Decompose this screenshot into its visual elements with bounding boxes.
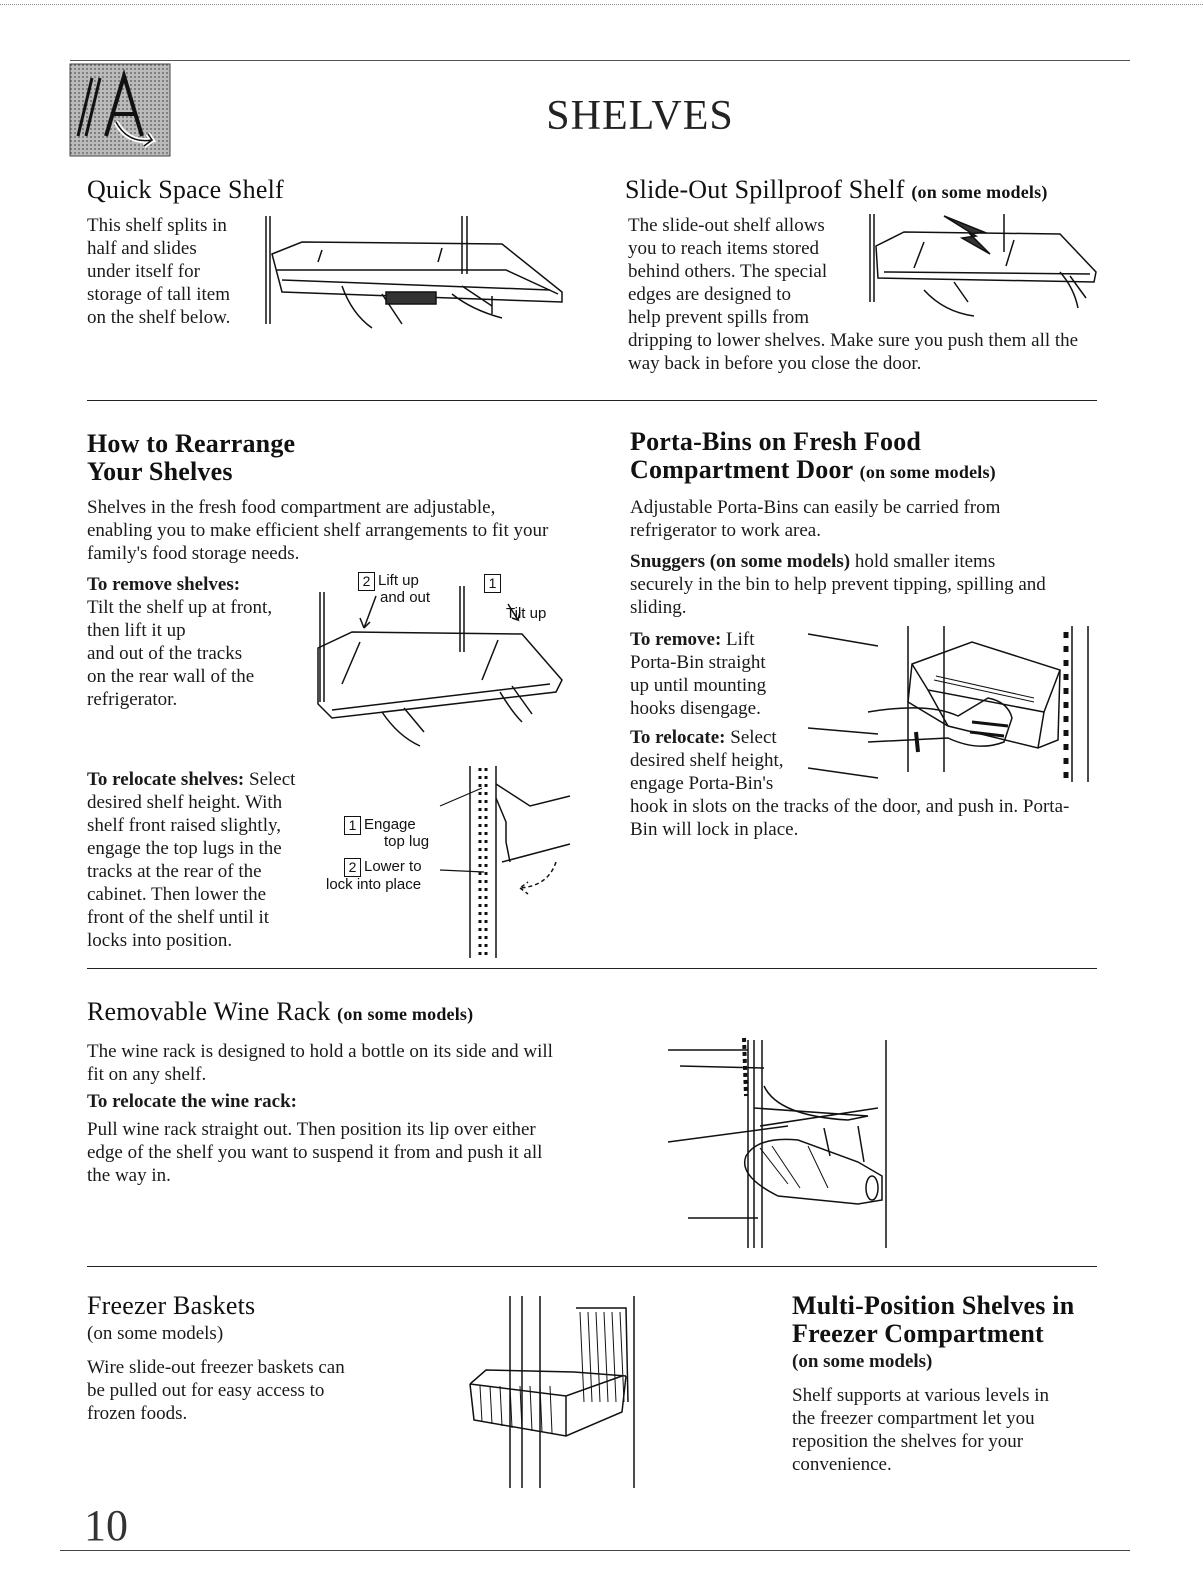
rearrange-relocate-lead: To relocate shelves: (87, 769, 245, 790)
porta-bins-remove-line: hooks disengage. (630, 698, 761, 719)
quick-space-line: on the shelf below. (87, 307, 231, 328)
porta-bins-heading-line1: Porta-Bins on Fresh Food (630, 427, 922, 456)
slide-out-shelf-illustration (864, 212, 1104, 330)
multi-position-line: the freezer compartment let you (792, 1408, 1035, 1429)
freezer-baskets-heading: Freezer Baskets (87, 1291, 256, 1320)
rearrange-relocate-line: engage the top lugs in the (87, 838, 282, 859)
quick-space-shelf-illustration (262, 214, 574, 334)
multi-position-heading-line1: Multi-Position Shelves in (792, 1291, 1075, 1320)
diagram1-step1-label: Tilt up (506, 605, 547, 622)
freezer-baskets-line: Wire slide-out freezer baskets can (87, 1357, 345, 1378)
freezer-baskets-text (87, 1356, 417, 1425)
wine-rack-intro: The wine rack is designed to hold a bottle on its side and will fit on any shelf. (87, 1041, 553, 1085)
rearrange-relocate-line: tracks at the rear of the (87, 861, 262, 882)
quick-space-heading: Quick Space Shelf (87, 175, 284, 204)
slide-out-line: edges are designed to (628, 284, 792, 305)
rearrange-heading-line2: Your Shelves (87, 457, 233, 486)
porta-bins-note: (on some models) (859, 462, 996, 482)
quick-space-line: storage of tall item (87, 284, 230, 305)
diagram2-step2 (344, 858, 422, 877)
step-number-box: 1 (344, 816, 361, 835)
rearrange-remove-line: then lift it up (87, 620, 186, 641)
porta-bins-relocate-tail: hook in slots on the tracks of the door, and push in. Porta-Bin will lock in place. (630, 796, 1070, 840)
page-title: SHELVES (546, 93, 734, 139)
step-number-box: 1 (484, 574, 501, 593)
wine-rack-illustration (668, 1036, 898, 1248)
rearrange-remove-line: on the rear wall of the (87, 666, 255, 687)
slide-out-line: behind others. The special (628, 261, 828, 282)
diagram2-step1-label-a: Engage (364, 816, 416, 833)
porta-bins-snuggers (630, 550, 1060, 619)
diagram2-step1-label-b: top lug (384, 833, 430, 850)
diagram1-step1 (484, 574, 504, 593)
rearrange-remove-line: and out of the tracks (87, 643, 243, 664)
porta-bins-relocate (630, 726, 830, 795)
diagram2-step2-label-a: Lower to (364, 858, 422, 875)
diagram1-step2-label-a: Lift up (378, 572, 419, 589)
top-scan-edge (0, 4, 1203, 5)
wine-rack-relocate-lead: To relocate the wine rack: (87, 1091, 298, 1112)
step-number-box: 2 (358, 572, 375, 591)
diagram1-step2-label-b: and out (380, 589, 431, 606)
slide-out-line: help prevent spills from (628, 307, 809, 328)
porta-bins-relocate-line: engage Porta-Bin's (630, 773, 774, 794)
multi-position-line: reposition the shelves for your (792, 1431, 1024, 1452)
porta-bins-remove (630, 628, 830, 720)
wine-rack-note: (on some models) (337, 1004, 474, 1024)
multi-position-note: (on some models) (792, 1351, 933, 1372)
quick-space-line: half and slides (87, 238, 197, 259)
page-number: 10 (84, 1501, 128, 1550)
wine-rack-heading (87, 998, 473, 1028)
quick-space-line: This shelf splits in (87, 215, 227, 236)
porta-bins-relocate-line: Select (730, 727, 777, 748)
freezer-baskets-line: be pulled out for easy access to (87, 1380, 325, 1401)
rearrange-remove-line: Tilt the shelf up at front, (87, 597, 273, 618)
rearrange-relocate-line: cabinet. Then lower the (87, 884, 267, 905)
quick-space-line: under itself for (87, 261, 200, 282)
footer-rule (60, 1550, 1130, 1551)
rearrange-intro: Shelves in the fresh food compartment are adjustable, enabling you to make efficient shelf arrangements to fit your family's food storage needs. (87, 497, 549, 564)
rearrange-heading-line1: How to Rearrange (87, 429, 296, 458)
relocate-shelf-illustration (440, 762, 580, 962)
rearrange-remove (87, 573, 317, 711)
porta-bins-snuggers-text: hold smaller items securely in the bin to help prevent tipping, spilling and sliding. (630, 551, 1046, 618)
multi-position-heading-line2: Freezer Compartment (792, 1319, 1044, 1348)
multi-position-line: convenience. (792, 1454, 892, 1475)
multi-position-text (792, 1384, 1112, 1476)
wine-rack-heading-text: Removable Wine Rack (87, 997, 331, 1026)
rearrange-relocate-first: Select (249, 769, 296, 790)
porta-bins-remove-line: Porta-Bin straight (630, 652, 766, 673)
porta-bins-remove-line: Lift (726, 629, 755, 650)
slide-out-line: you to reach items stored (628, 238, 820, 259)
slide-out-heading (625, 176, 1048, 206)
rearrange-relocate-line: desired shelf height. With (87, 792, 283, 813)
quick-space-text (87, 214, 267, 329)
slide-out-line: The slide-out shelf allows (628, 215, 825, 236)
porta-bins-snuggers-lead: Snuggers (on some models) (630, 551, 851, 572)
freezer-baskets-note: (on some models) (87, 1323, 224, 1344)
slide-out-note: (on some models) (911, 182, 1048, 202)
rearrange-remove-lead: To remove shelves: (87, 574, 241, 595)
rearrange-relocate-line: locks into position. (87, 930, 233, 951)
rearrange-relocate-line: front of the shelf until it (87, 907, 270, 928)
section-divider (87, 1266, 1097, 1267)
freezer-basket-illustration (466, 1292, 646, 1492)
slide-out-heading-text: Slide-Out Spillproof Shelf (625, 175, 905, 204)
rearrange-relocate (87, 768, 327, 952)
section-divider (87, 400, 1097, 401)
porta-bins-remove-line: up until mounting (630, 675, 767, 696)
section-logo-icon (70, 64, 170, 156)
rearrange-relocate-line: shelf front raised slightly, (87, 815, 282, 836)
porta-bins-relocate-lead: To relocate: (630, 727, 726, 748)
porta-bins-relocate-line: desired shelf height, (630, 750, 784, 771)
diagram2-step2-label-b: lock into place (326, 876, 422, 893)
wine-rack-relocate-text: Pull wine rack straight out. Then position its lip over either edge of the shelf you want to suspend it from and push it all the way in. (87, 1119, 543, 1186)
porta-bin-illustration (808, 622, 1108, 792)
rearrange-remove-line: refrigerator. (87, 689, 178, 710)
freezer-baskets-line: frozen foods. (87, 1403, 188, 1424)
porta-bins-heading-line2 (630, 456, 996, 486)
step-number-box: 2 (344, 858, 361, 877)
porta-bins-intro: Adjustable Porta-Bins can easily be carried from refrigerator to work area. (630, 497, 1001, 541)
remove-shelf-illustration (312, 572, 572, 752)
header-rule (70, 60, 1130, 61)
multi-position-line: Shelf supports at various levels in (792, 1385, 1049, 1406)
slide-out-text (628, 214, 868, 329)
section-divider (87, 968, 1097, 969)
slide-out-tail: dripping to lower shelves. Make sure you push them all the way back in before you close the door. (628, 330, 1079, 374)
porta-bins-heading-text: Compartment Door (630, 455, 853, 484)
porta-bins-remove-lead: To remove: (630, 629, 722, 650)
